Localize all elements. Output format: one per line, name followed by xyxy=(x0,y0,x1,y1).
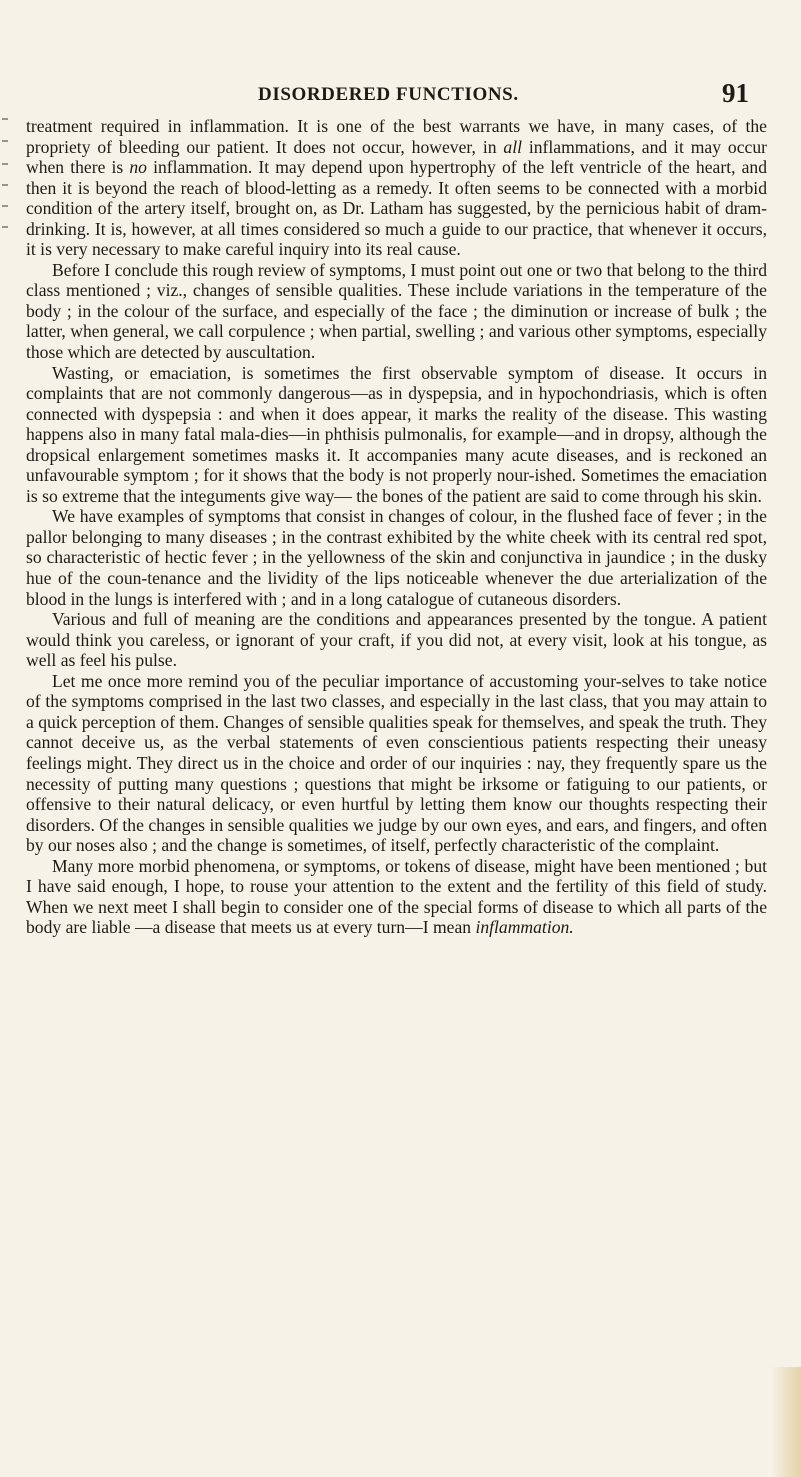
italic-text: no xyxy=(129,157,147,178)
text-run: Various and full of meaning are the conditions and appearances presented by the tongue. A patient would think you careless, or ignorant of your craft, if you did not, at every visit, look at his tongue, as well as feel his pulse. xyxy=(26,609,767,671)
italic-text: inflammation. xyxy=(475,917,574,938)
page-number: 91 xyxy=(722,78,749,108)
paragraph xyxy=(26,856,767,938)
page-header xyxy=(0,80,801,112)
paragraph xyxy=(26,116,767,260)
paragraph xyxy=(26,363,767,507)
running-head: DISORDERED FUNCTIONS. xyxy=(258,84,519,105)
paper-stain xyxy=(771,1367,801,1477)
italic-text: all xyxy=(503,136,522,157)
paragraph xyxy=(26,609,767,671)
body-text xyxy=(26,116,767,938)
binding-shadow xyxy=(0,118,14,258)
text-run: treatment required in inflammation. It is one of the best warrants we have, in many cases, of the propriety of bleeding our patient. It does not occur, however, in xyxy=(26,116,767,157)
text-run: Let me once more remind you of the peculiar importance of accustoming your-selves to take notice of the symptoms comprised in the last two classes, and especially in the last class, that you may attain to a quick perception of them. Changes of sensible qualities speak for themselves, and speak the truth. They cannot deceive us, as the verbal statements of even conscientious patients respecting their uneasy feelings might. They direct us in the choice and order of our inquiries : nay, they frequently spare us the necessity of putting many questions ; questions that might be irksome or fatiguing to our patients, or offensive to their natural delicacy, or even hurtful by letting them know our thoughts respecting their disorders. Of the changes in sensible qualities we judge by our own eyes, and ears, and fingers, and often by our noses also ; and the change is sometimes, of itself, perfectly characteristic of the complaint. xyxy=(26,670,767,856)
text-run: Wasting, or emaciation, is sometimes the first observable symptom of disease. It occurs in complaints that are not commonly dangerous—as in dyspepsia, and in hypochondriasis, which is often connected with dyspepsia : and when it does appear, it marks the reality of the disease. This wasting happens also in many fatal mala-dies—in phthisis pulmonalis, for example—and in dropsy, although the dropsical enlargement sometimes masks it. It accompanies many acute diseases, and is reckoned an unfavourable symptom ; for it shows that the body is not properly nour-ished. Sometimes the emaciation is so extreme that the integuments give way— the bones of the patient are said to come through his skin. xyxy=(26,362,767,506)
text-run: inflammation. It may depend upon hypertrophy of the left ventricle of the heart, and then it is beyond the reach of blood-letting as a remedy. It often seems to be connected with a morbid condition of the artery itself, brought on, as Dr. Latham has suggested, by the pernicious habit of dram-drinking. It is, however, at all times considered so much a guide to our practice, that whenever it occurs, it is very necessary to make careful inquiry into its real cause. xyxy=(26,157,768,260)
text-run: Many more morbid phenomena, or symptoms, or tokens of disease, might have been mentioned ; but I have said enough, I hope, to rouse your attention to the extent and the fertility of this field of study. When we next meet I shall begin to consider one of the special forms of disease to which all parts of the body are liable —a disease that meets us at every turn—I mean xyxy=(26,855,767,938)
paragraph xyxy=(26,671,767,856)
paragraph xyxy=(26,506,767,609)
text-run: inflammations, and it may occur when there is xyxy=(26,136,767,178)
paragraph xyxy=(26,260,767,363)
text-run: We have examples of symptoms that consist in changes of colour, in the flushed face of fever ; in the pallor belonging to many diseases ; in the contrast exhibited by the white cheek with its central red spot, so characteristic of hectic fever ; in the yellowness of the skin and conjunctiva in jaundice ; in the dusky hue of the coun-tenance and the lividity of the lips noticeable whenever the due arterialization of the blood in the lungs is interfered with ; and in a long catalogue of cutaneous disorders. xyxy=(26,506,767,609)
text-run: Before I conclude this rough review of symptoms, I must point out one or two that belong to the third class mentioned ; viz., changes of sensible qualities. These include variations in the temperature of the body ; in the colour of the surface, and especially of the face ; the diminution or increase of bulk ; the latter, when general, we call corpulence ; when partial, swelling ; and various other symptoms, especially those which are detected by auscultation. xyxy=(26,259,767,363)
